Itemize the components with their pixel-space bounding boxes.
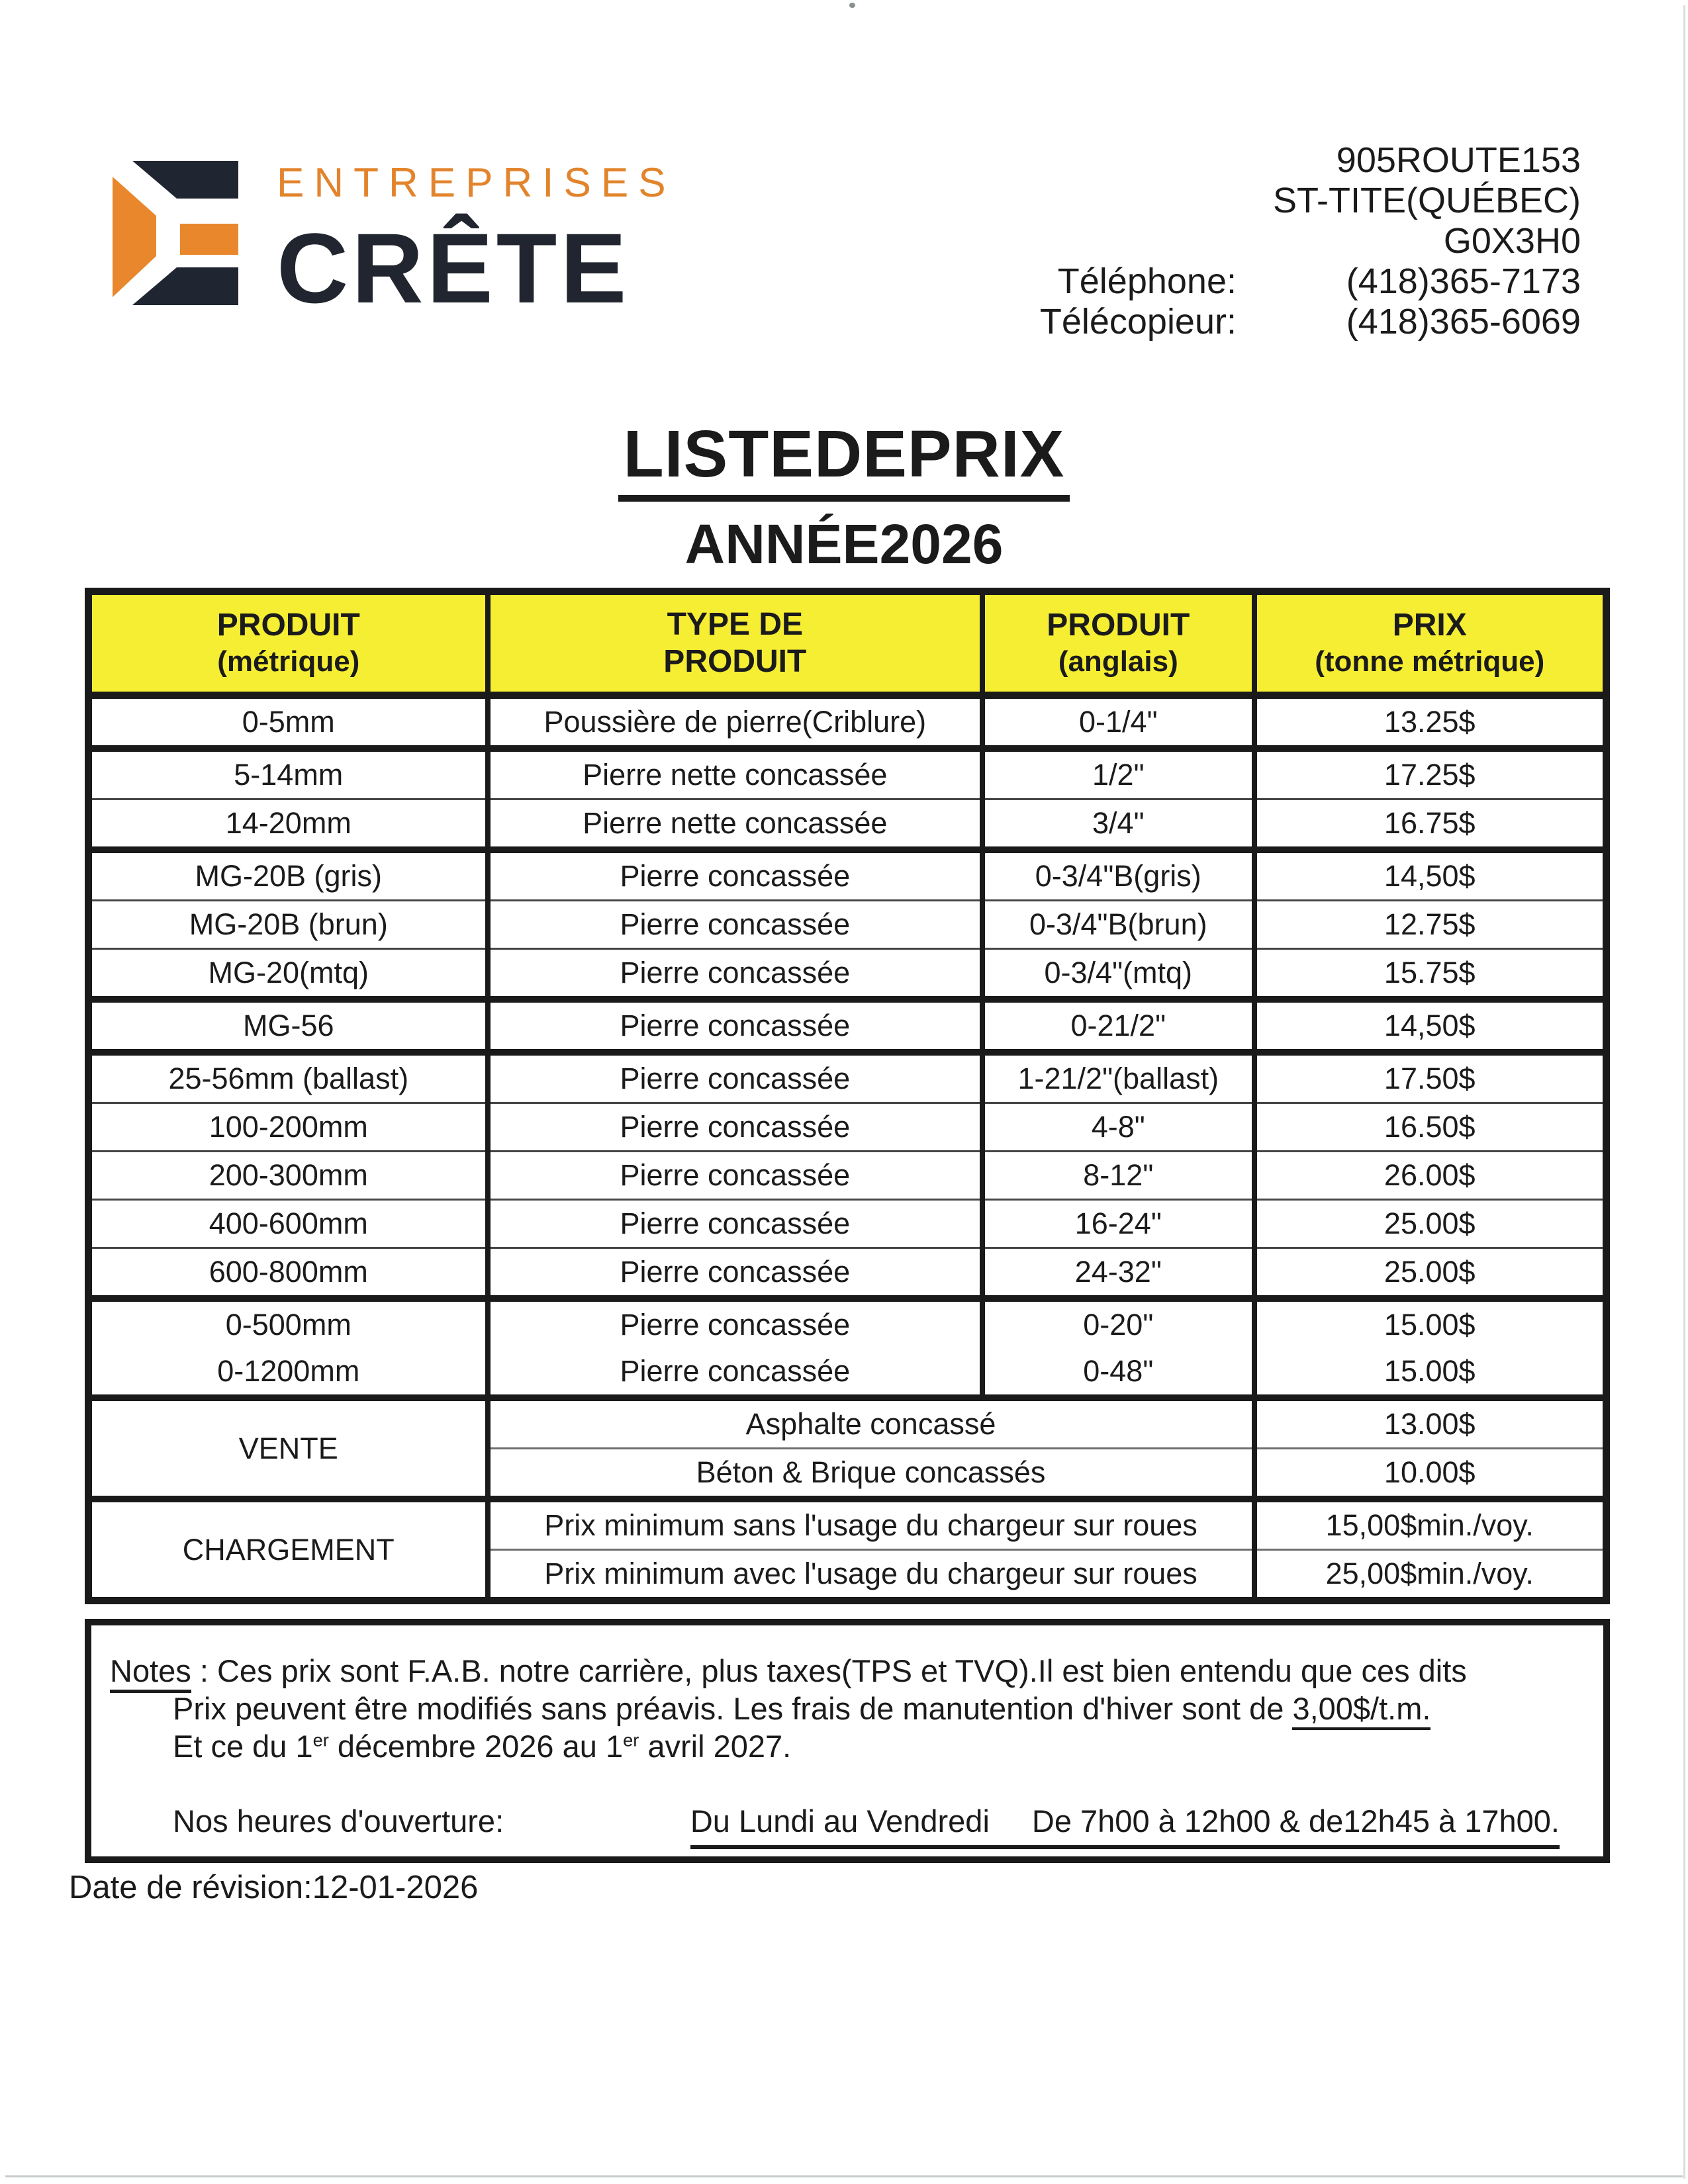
table-row <box>89 1248 1607 1299</box>
scan-artifact-bottom-edge <box>5 2175 1683 2177</box>
cell-english: 0-3/4"(mtq) <box>982 949 1254 1000</box>
cell-chargement-label: CHARGEMENT <box>89 1499 488 1601</box>
address-line-city: ST-TITE(QUÉBEC) <box>1272 181 1581 220</box>
cell-metric: 0-1200mm <box>89 1348 488 1398</box>
notes-line-1: Notes : Ces prix sont F.A.B. notre carrière, plus taxes(TPS et TVQ).Il est bien entendu que ces dits <box>110 1652 1577 1690</box>
cell-price: 10.00$ <box>1254 1449 1607 1500</box>
cell-metric: 0-5mm <box>89 696 488 749</box>
cell-english: 1-21/2"(ballast) <box>982 1052 1254 1103</box>
cell-price: 13.25$ <box>1254 696 1607 749</box>
table-row-chargement-1 <box>89 1499 1607 1550</box>
cell-price: 17.25$ <box>1254 749 1607 799</box>
revision-date: Date de révision:12-01-2026 <box>69 1870 479 1905</box>
notes-line-3: Et ce du 1er décembre 2026 au 1er avril 2027. <box>173 1729 792 1764</box>
cell-price: 15.00$ <box>1383 1308 1476 1342</box>
document-title-block <box>0 417 1688 575</box>
cell-price: 12.75$ <box>1254 901 1607 949</box>
cell-english: 8-12" <box>982 1152 1254 1200</box>
phone-value: (418)365-7173 <box>1346 261 1581 301</box>
cell-price: 15.00$ <box>1254 1348 1607 1398</box>
price-table <box>85 588 1610 1604</box>
cell-type: Pierre concassée <box>488 999 983 1052</box>
cell-english: 4-8" <box>982 1103 1254 1152</box>
cell-price: 14,50$ <box>1254 999 1607 1052</box>
contact-labels <box>1040 261 1237 342</box>
company-name-top: ENTREPRISES <box>277 160 676 206</box>
cell-english: 24-32" <box>982 1248 1254 1299</box>
cell-price: 16.50$ <box>1254 1103 1607 1152</box>
cell-metric: MG-20B (brun) <box>89 901 488 949</box>
col-header-type-de-produit: TYPE DE PRODUIT <box>488 592 983 696</box>
cell-type: Pierre concassée <box>488 1152 983 1200</box>
table-header-row <box>89 592 1607 696</box>
cell-price: 15.75$ <box>1254 949 1607 1000</box>
cell-price: 25,00$min./voy. <box>1325 1557 1534 1590</box>
cell-price: 17.50$ <box>1254 1052 1607 1103</box>
col-header-produit-metrique: PRODUIT (métrique) <box>89 592 488 696</box>
company-address-block <box>1273 140 1581 342</box>
table-row <box>89 1200 1607 1248</box>
cell-type: Pierre nette concassée <box>488 749 983 799</box>
cell-english: 0-20" <box>982 1298 1254 1348</box>
cell-vente-label: VENTE <box>89 1398 488 1499</box>
cell-price: 16.75$ <box>1254 799 1607 850</box>
table-row <box>89 1348 1607 1398</box>
cell-type: Pierre concassée <box>488 1298 983 1348</box>
price-table-container <box>85 588 1610 1604</box>
table-row <box>89 1298 1607 1348</box>
table-row-vente-1 <box>89 1398 1607 1449</box>
cell-metric: 100-200mm <box>89 1103 488 1152</box>
cell-type: Pierre concassée <box>488 1248 983 1299</box>
notes-box <box>85 1619 1610 1863</box>
cell-type: Pierre concassée <box>488 949 983 1000</box>
cell-chargement-desc: Prix minimum sans l'usage du chargeur sur roues <box>488 1499 1254 1550</box>
table-row <box>89 696 1607 749</box>
cell-english: 1/2" <box>982 749 1254 799</box>
cell-chargement-desc: Prix minimum avec l'usage du chargeur sur roues <box>488 1550 1254 1601</box>
cell-english: 0-1/4" <box>982 696 1254 749</box>
cell-price: 26.00$ <box>1254 1152 1607 1200</box>
cell-metric: MG-20B (gris) <box>89 850 488 901</box>
opening-hours-row <box>110 1802 1577 1849</box>
cell-english: 3/4" <box>982 799 1254 850</box>
cell-type: Poussière de pierre(Criblure) <box>488 696 983 749</box>
table-row <box>89 999 1607 1052</box>
crete-logo-icon <box>113 161 238 305</box>
cell-metric: MG-56 <box>89 999 488 1052</box>
cell-type: Pierre concassée <box>488 850 983 901</box>
table-row <box>89 1103 1607 1152</box>
col-header-produit-anglais: PRODUIT (anglais) <box>982 592 1254 696</box>
fax-value: (418)365-6069 <box>1346 302 1581 341</box>
cell-english: 16-24" <box>982 1200 1254 1248</box>
cell-vente-desc: Béton & Brique concassés <box>488 1449 1254 1500</box>
cell-metric: 400-600mm <box>89 1200 488 1248</box>
cell-price: 13.00$ <box>1254 1398 1607 1449</box>
cell-price: 14,50$ <box>1254 850 1607 901</box>
cell-type: Pierre concassée <box>488 901 983 949</box>
table-row <box>89 799 1607 850</box>
opening-hours-value: Du Lundi au Vendredi De 7h00 à 12h00 & de12h45 à 17h00. <box>690 1802 1560 1849</box>
company-name-main: CRÊTE <box>277 212 630 324</box>
cell-english: 0-3/4"B(gris) <box>982 850 1254 901</box>
cell-type: Pierre nette concassée <box>488 799 983 850</box>
page-title: LISTEDEPRIX <box>618 421 1070 502</box>
notes-label: Notes <box>110 1653 191 1693</box>
address-line-postal: G0X3H0 <box>1443 221 1581 261</box>
cell-metric: 200-300mm <box>89 1152 488 1200</box>
fax-label: Télécopieur: <box>1039 302 1237 341</box>
cell-price: 15,00$min./voy. <box>1254 1499 1607 1550</box>
table-row <box>89 1052 1607 1103</box>
cell-type: Pierre concassée <box>488 1348 983 1398</box>
table-row <box>89 850 1607 901</box>
page-subtitle-year: ANNÉE2026 <box>684 513 1004 575</box>
table-row <box>89 901 1607 949</box>
cell-metric: 14-20mm <box>89 799 488 850</box>
cell-type: Pierre concassée <box>488 1052 983 1103</box>
cell-metric: MG-20(mtq) <box>89 949 488 1000</box>
cell-english: 0-21/2" <box>982 999 1254 1052</box>
table-row <box>89 949 1607 1000</box>
cell-english: 0-48" <box>982 1348 1254 1398</box>
cell-english: 0-3/4"B(brun) <box>982 901 1254 949</box>
cell-metric: 600-800mm <box>89 1248 488 1299</box>
col-header-prix: PRIX (tonne métrique) <box>1254 592 1607 696</box>
notes-line-2: Prix peuvent être modifiés sans préavis. Les frais de manutention d'hiver sont de 3,00$/t.m. <box>173 1690 1577 1727</box>
winter-fee-underlined: 3,00$/t.m. <box>1292 1691 1430 1730</box>
cell-type: Pierre concassée <box>488 1103 983 1152</box>
cell-metric: 25-56mm (ballast) <box>89 1052 488 1103</box>
scan-artifact-right-edge <box>1683 5 1685 2179</box>
phone-label: Téléphone: <box>1057 261 1237 301</box>
table-row <box>89 749 1607 799</box>
cell-price: 25.00$ <box>1254 1248 1607 1299</box>
scan-artifact-dot <box>849 3 855 8</box>
cell-type: Pierre concassée <box>488 1200 983 1248</box>
logo-text <box>277 160 676 324</box>
table-row <box>89 1152 1607 1200</box>
cell-metric: 0-500mm <box>89 1298 488 1348</box>
address-line-street: 905ROUTE153 <box>1336 140 1581 180</box>
cell-metric: 5-14mm <box>89 749 488 799</box>
cell-price: 25.00$ <box>1254 1200 1607 1248</box>
opening-hours-label: Nos heures d'ouverture: <box>173 1803 504 1839</box>
cell-vente-desc: Asphalte concassé <box>488 1398 1254 1449</box>
